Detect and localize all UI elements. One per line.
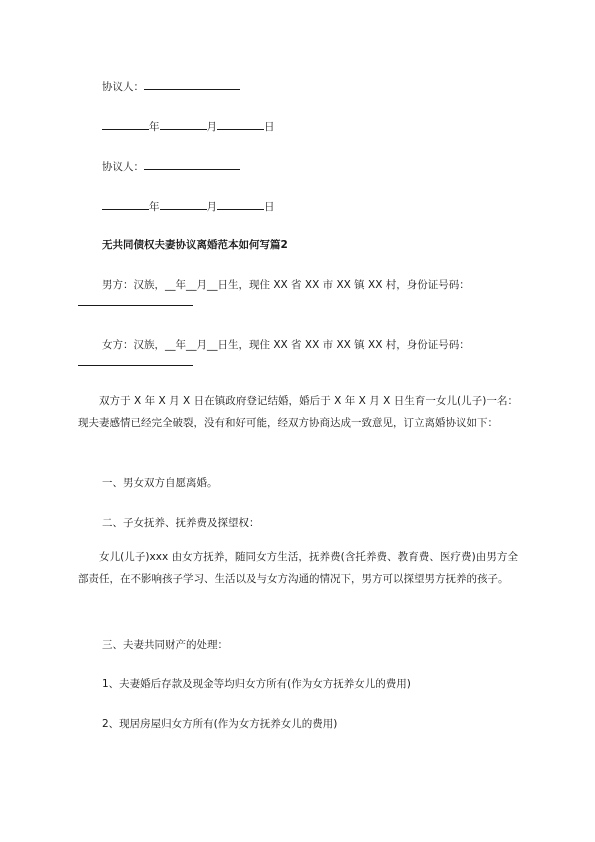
intro-paragraph: 双方于 X 年 X 月 X 日在镇政府登记结婚，婚后于 X 年 X 月 X 日生育一女儿(儿子)一名：现夫妻感情已经完全破裂，没有和好可能，经双方协商达成一致意见，订立离婚协议如下： bbox=[78, 395, 518, 429]
male-party-line: 男方：汉族，__年__月__日生，现住 XX 省 XX 市 XX 镇 XX 村，身份证号码： bbox=[102, 279, 470, 291]
section-heading: 无共同债权夫妻协议离婚范本如何写篇2 bbox=[102, 239, 288, 251]
name-blank bbox=[144, 158, 240, 170]
signature-line-2 bbox=[102, 158, 240, 174]
name-blank bbox=[144, 78, 240, 90]
clause-3-item-2: 2、现居房屋归女方所有(作为女方抚养女儿的费用) bbox=[102, 718, 338, 730]
signature-line-1 bbox=[102, 78, 240, 94]
clause-3-item-1: 1、夫妻婚后存款及现金等均归女方所有(作为女方抚养女儿的费用) bbox=[102, 678, 411, 690]
day-blank bbox=[217, 118, 264, 130]
month-label: 月 bbox=[206, 201, 217, 213]
month-blank bbox=[160, 118, 207, 130]
party-label: 协议人： bbox=[102, 81, 144, 93]
month-label: 月 bbox=[206, 121, 217, 133]
party-label: 协议人： bbox=[102, 161, 144, 173]
day-label: 日 bbox=[264, 121, 275, 133]
day-label: 日 bbox=[264, 201, 275, 213]
male-id-blank bbox=[78, 305, 193, 306]
day-blank bbox=[217, 198, 264, 210]
year-blank bbox=[102, 118, 149, 130]
date-line-2 bbox=[102, 198, 275, 214]
date-line-1 bbox=[102, 118, 275, 134]
female-id-blank bbox=[78, 365, 193, 366]
clause-1: 一、男女双方自愿离婚。 bbox=[102, 477, 218, 489]
year-label: 年 bbox=[149, 201, 160, 213]
month-blank bbox=[160, 198, 207, 210]
year-blank bbox=[102, 198, 149, 210]
clause-3-heading: 三、夫妻共同财产的处理： bbox=[102, 639, 228, 651]
year-label: 年 bbox=[149, 121, 160, 133]
clause-2-paragraph: 女儿(儿子)xxx 由女方抚养，随同女方生活，抚养费(含托养费、教育费、医疗费)由男方全部责任，在不影响孩子学习、生活以及与女方沟通的情况下，男方可以探望男方抚养的孩子。 bbox=[78, 551, 518, 585]
female-party-line: 女方：汉族，__年__月__日生，现住 XX 省 XX 市 XX 镇 XX 村，身份证号码： bbox=[102, 339, 470, 351]
clause-2-heading: 二、子女抚养、抚养费及探望权： bbox=[102, 517, 260, 529]
